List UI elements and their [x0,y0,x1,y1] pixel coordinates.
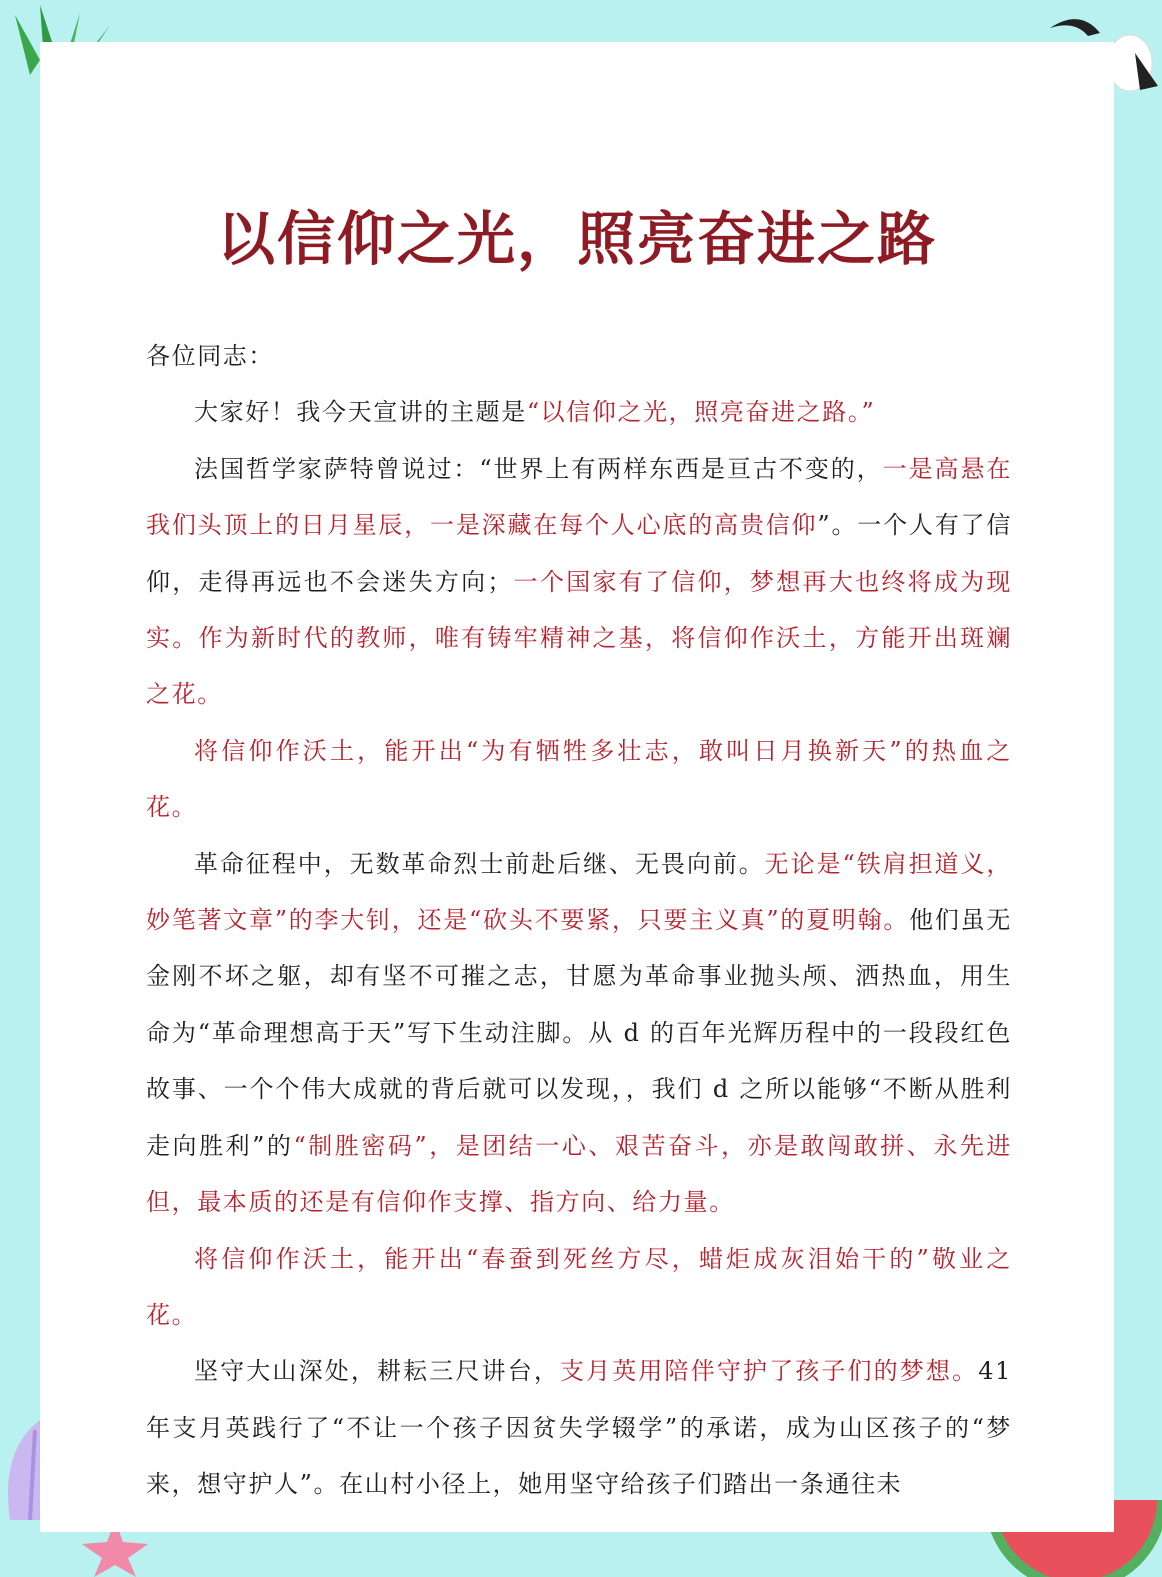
salutation: 各位同志： [146,342,274,370]
paragraph [146,441,1012,723]
body-text: 大家好！我今天宣讲的主题是 [194,398,527,427]
body-text: 法国哲学家萨特曾说过：“世界上有两样东西是亘古不变的， [194,454,883,483]
highlighted-text: 将信仰作沃土，能开出“为有牺牲多壮志，敢叫日月换新天”的热血之花。 [146,736,1012,822]
paragraph [146,723,1012,836]
highlighted-text: 支月英用陪伴守护了孩子们的梦想。 [559,1357,979,1386]
highlighted-text: “制胜密码”，是团结一心、艰苦奋斗，亦是敢闯敢拼、永先进但，最本质的还是有信仰作支撑、指方向、给力量。 [146,1131,1012,1217]
highlighted-text: “以信仰之光，照亮奋进之路。” [526,398,876,427]
body-text: 坚守大山深处，耕耘三尺讲台， [194,1357,560,1386]
body-text: 革命征程中，无数革命烈士前赴后继、无畏向前。 [194,849,765,878]
paragraph [146,836,1012,1231]
document-page [40,42,1114,1532]
paragraph [146,1343,1012,1512]
paragraph-list [146,384,1012,1512]
highlighted-text: 无论是“铁肩担道义，妙笔著文章”的李大钊，还是“砍头不要紧，只要主义真”的夏明翰。 [146,849,1012,935]
page-title: 以信仰之光，照亮奋进之路 [216,205,937,273]
body-text: ”。一个人有了信仰，走得再远也不会迷失方向； [146,511,1012,596]
paragraph [146,384,1012,440]
highlighted-text: 一个国家有了信仰，梦想再大也终将成为现实。作为新时代的教师，唯有铸牢精神之基，将信仰作沃土，方能开出斑斓之花。 [146,567,1012,709]
body-text: 他们虽无金刚不坏之躯，却有坚不可摧之志，甘愿为革命事业抛头颅、洒热血，用生命为“革命理想高于天”写下生动注脚。从 d 的百年光辉历程中的一段段红色故事、一个个伟大成就的背后就可以发现，，我们 d 之所以能够“不断从胜利走向胜利”的 [146,906,1012,1160]
highlighted-text: 将信仰作沃土，能开出“春蚕到死丝方尽，蜡炬成灰泪始干的”敬业之花。 [146,1244,1012,1329]
highlighted-text: 一是高悬在我们头顶上的日月星辰，一是深藏在每个人心底的高贵信仰 [146,454,1012,540]
document-body [146,328,1012,1513]
paragraph [146,1231,1012,1344]
body-text: 41 年支月英践行了“不让一个孩子因贫失学辍学”的承诺，成为山区孩子的“梦来，想守护人”。在山村小径上，她用坚守给孩子们踏出一条通往未 [146,1357,1012,1499]
